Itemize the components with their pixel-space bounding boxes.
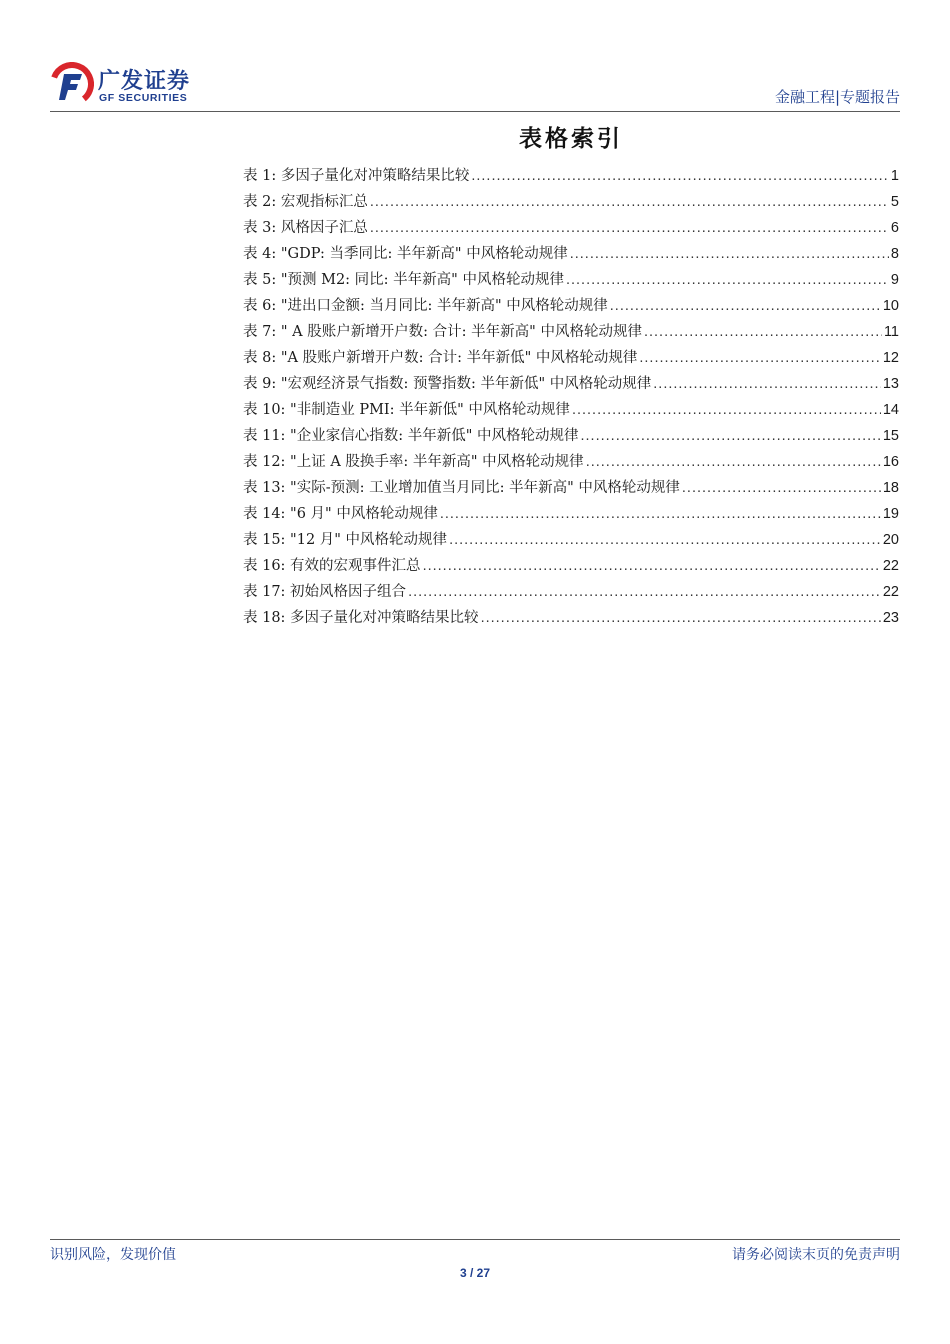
toc-entry-page: 9	[890, 272, 899, 288]
toc-entry[interactable]	[243, 345, 899, 371]
toc-entry-label: 表 11: "企业家信心指数: 半年新低" 中风格轮动规律	[243, 428, 579, 444]
toc-leader-dots	[481, 605, 881, 631]
toc-entry[interactable]	[243, 215, 899, 241]
toc-leader-dots	[370, 189, 889, 215]
toc-entry-page: 22	[882, 584, 899, 600]
toc-entry[interactable]	[243, 475, 899, 501]
toc-entry-label: 表 4: "GDP: 当季同比: 半年新高" 中风格轮动规律	[243, 246, 568, 262]
toc-entry-page: 5	[890, 194, 899, 210]
toc-entry-page: 10	[882, 298, 899, 314]
toc-entry-page: 16	[882, 454, 899, 470]
toc-entry-page: 14	[882, 402, 899, 418]
toc-entry[interactable]	[243, 501, 899, 527]
toc-entry-label: 表 15: "12 月" 中风格轮动规律	[243, 532, 448, 548]
table-index-list	[243, 163, 899, 631]
toc-entry[interactable]	[243, 527, 899, 553]
toc-entry[interactable]	[243, 241, 899, 267]
toc-entry-page: 1	[890, 168, 899, 184]
toc-entry-label: 表 14: "6 月" 中风格轮动规律	[243, 506, 438, 522]
toc-entry-page: 23	[882, 610, 899, 626]
toc-entry-label: 表 16: 有效的宏观事件汇总	[243, 558, 421, 574]
footer-slogan: 识别风险，发现价值	[50, 1247, 176, 1263]
toc-entry[interactable]	[243, 423, 899, 449]
page-title: 表格索引	[519, 125, 623, 152]
footer-divider	[50, 1239, 900, 1240]
toc-entry-page: 22	[882, 558, 899, 574]
toc-leader-dots	[570, 241, 889, 267]
toc-entry-label: 表 9: "宏观经济景气指数: 预警指数: 半年新低" 中风格轮动规律	[243, 376, 652, 392]
toc-leader-dots	[572, 397, 881, 423]
toc-entry-label: 表 10: "非制造业 PMI: 半年新低" 中风格轮动规律	[243, 402, 570, 418]
toc-entry[interactable]	[243, 553, 899, 579]
toc-leader-dots	[644, 319, 882, 345]
toc-leader-dots	[653, 371, 881, 397]
toc-entry[interactable]	[243, 189, 899, 215]
toc-leader-dots	[440, 501, 881, 527]
page-header	[50, 62, 900, 110]
toc-entry[interactable]	[243, 267, 899, 293]
toc-entry-label: 表 1: 多因子量化对冲策略结果比较	[243, 168, 470, 184]
toc-leader-dots	[449, 527, 881, 553]
toc-entry-label: 表 17: 初始风格因子组合	[243, 584, 407, 600]
toc-entry-page: 13	[882, 376, 899, 392]
report-category: 金融工程|专题报告	[774, 88, 900, 106]
toc-entry-page: 12	[882, 350, 899, 366]
toc-entry-page: 18	[882, 480, 899, 496]
toc-entry-label: 表 13: "实际-预测: 工业增加值当月同比: 半年新高" 中风格轮动规律	[243, 480, 680, 496]
toc-entry[interactable]	[243, 397, 899, 423]
toc-leader-dots	[471, 163, 889, 189]
toc-entry[interactable]	[243, 449, 899, 475]
page-number: 3 / 27	[459, 1266, 491, 1280]
toc-entry[interactable]	[243, 605, 899, 631]
toc-entry-page: 15	[882, 428, 899, 444]
logo-english-name: GF SECURITIES	[99, 92, 188, 104]
toc-entry-label: 表 8: "A 股账户新增开户数: 合计: 半年新低" 中风格轮动规律	[243, 350, 638, 366]
toc-entry[interactable]	[243, 319, 899, 345]
toc-entry-page: 8	[890, 246, 899, 262]
toc-entry[interactable]	[243, 293, 899, 319]
logo-chinese-name: 广发证券	[98, 69, 191, 94]
toc-entry-label: 表 18: 多因子量化对冲策略结果比较	[243, 610, 479, 626]
toc-entry-label: 表 7: " A 股账户新增开户数: 合计: 半年新高" 中风格轮动规律	[243, 324, 642, 340]
toc-entry-label: 表 12: "上证 A 股换手率: 半年新高" 中风格轮动规律	[243, 454, 584, 470]
toc-entry-page: 19	[882, 506, 899, 522]
toc-entry-page: 11	[883, 324, 899, 340]
toc-entry-label: 表 6: "进出口金额: 当月同比: 半年新高" 中风格轮动规律	[243, 298, 608, 314]
toc-entry[interactable]	[243, 579, 899, 605]
toc-entry-label: 表 3: 风格因子汇总	[243, 220, 368, 236]
toc-leader-dots	[581, 423, 881, 449]
toc-entry-page: 20	[882, 532, 899, 548]
toc-leader-dots	[566, 267, 889, 293]
header-divider	[50, 111, 900, 112]
toc-leader-dots	[586, 449, 881, 475]
toc-entry-page: 6	[890, 220, 899, 236]
toc-leader-dots	[423, 553, 881, 579]
toc-leader-dots	[408, 579, 881, 605]
toc-entry-label: 表 5: "预测 M2: 同比: 半年新高" 中风格轮动规律	[243, 272, 564, 288]
toc-entry[interactable]	[243, 163, 899, 189]
gf-logo-icon	[50, 62, 94, 106]
footer-disclaimer-note: 请务必阅读末页的免责声明	[732, 1247, 900, 1263]
toc-leader-dots	[682, 475, 881, 501]
toc-leader-dots	[639, 345, 881, 371]
toc-entry[interactable]	[243, 371, 899, 397]
toc-leader-dots	[610, 293, 881, 319]
toc-entry-label: 表 2: 宏观指标汇总	[243, 194, 368, 210]
toc-leader-dots	[370, 215, 889, 241]
